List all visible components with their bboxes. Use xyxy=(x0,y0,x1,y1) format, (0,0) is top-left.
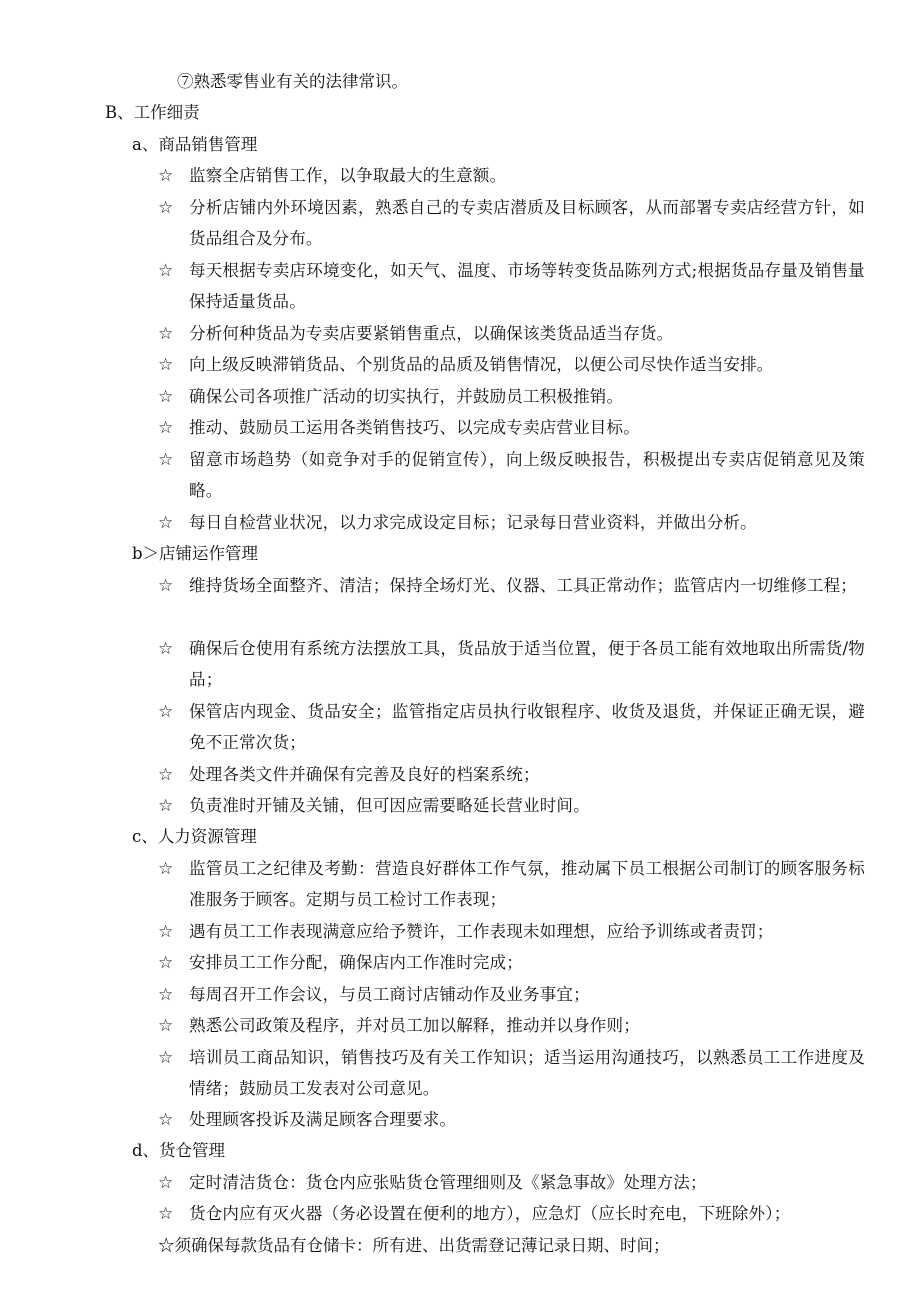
star-bullet-icon: ☆ xyxy=(158,1204,174,1224)
list-item: 确保后仓使用有系统方法摆放工具，货品放于适当位置，便于各员工能有效地取出所需货/物品； xyxy=(189,639,865,689)
list-item: 培训员工商品知识，销售技巧及有关工作知识；适当运用沟通技巧，以熟悉员工工作进度及情绪；鼓励员工发表对公司意见。 xyxy=(189,1048,865,1098)
list-item: 留意市场趋势（如竞争对手的促销宣传），向上级反映报告，积极提出专卖店促销意见及策略。 xyxy=(189,450,865,500)
star-bullet-icon: ☆ xyxy=(158,576,174,596)
star-bullet-icon: ☆ xyxy=(158,198,174,218)
star-bullet-icon: ☆ xyxy=(158,1110,174,1130)
list-item: 监管员工之纪律及考勤：营造良好群体工作气氛，推动属下员工根据公司制订的顾客服务标准服务于顾客。定期与员工检讨工作表现； xyxy=(189,859,865,909)
star-bullet-icon: ☆ xyxy=(158,513,174,533)
list-item: 分析何种货品为专卖店要紧销售重点，以确保该类货品适当存货。 xyxy=(189,324,674,343)
subsection-b-heading: b＞店铺运作管理 xyxy=(132,544,259,563)
list-item: 推动、鼓励员工运用各类销售技巧、以完成专卖店营业目标。 xyxy=(189,418,640,437)
list-item: 安排员工工作分配，确保店内工作准时完成； xyxy=(189,953,523,972)
star-bullet-icon: ☆ xyxy=(158,261,174,281)
list-item: 处理各类文件并确保有完善及良好的档案系统； xyxy=(189,765,540,784)
subsection-c-heading: c、人力资源管理 xyxy=(132,827,257,846)
list-item-last: ☆须确保每款货品有仓储卡：所有进、出货需登记薄记录日期、时间； xyxy=(158,1236,670,1255)
list-item: 遇有员工工作表现满意应给予赞许，工作表现未如理想，应给予训练或者责罚； xyxy=(189,922,774,941)
list-item: 保管店内现金、货品安全；监管指定店员执行收银程序、收货及退货，并保证正确无误，避免不正常次货； xyxy=(189,702,865,752)
star-bullet-icon: ☆ xyxy=(158,355,174,375)
subsection-a-heading: a、商品销售管理 xyxy=(132,135,258,154)
list-item: 货仓内应有灭火器（务必设置在便利的地方），应急灯（应长时充电，下班除外）； xyxy=(189,1204,791,1223)
star-bullet-icon: ☆ xyxy=(158,796,174,816)
star-bullet-icon: ☆ xyxy=(158,985,174,1005)
star-bullet-icon: ☆ xyxy=(158,1173,174,1193)
intro-line: ⑦熟悉零售业有关的法律常识。 xyxy=(177,72,408,91)
star-bullet-icon: ☆ xyxy=(158,1048,174,1068)
list-item: 熟悉公司政策及程序，并对员工加以解释，推动并以身作则； xyxy=(189,1016,640,1035)
star-bullet-icon: ☆ xyxy=(158,765,174,785)
star-bullet-icon: ☆ xyxy=(158,166,174,186)
list-item: 每周召开工作会议，与员工商讨店铺动作及业务事宜； xyxy=(189,985,590,1004)
subsection-d-heading: d、货仓管理 xyxy=(132,1141,226,1160)
list-item: 处理顾客投诉及满足顾客合理要求。 xyxy=(189,1110,457,1129)
list-item: 分析店铺内外环境因素，熟悉自己的专卖店潜质及目标顾客，从而部署专卖店经营方针，如货品组合及分布。 xyxy=(189,198,865,248)
star-bullet-icon: ☆ xyxy=(158,922,174,942)
star-bullet-icon: ☆ xyxy=(158,859,174,879)
list-item: 每天根据专卖店环境变化，如天气、温度、市场等转变货品陈列方式;根据货品存量及销售量保持适量货品。 xyxy=(189,261,865,311)
list-item: 向上级反映滞销货品、个别货品的品质及销售情况，以便公司尽快作适当安排。 xyxy=(189,355,774,374)
star-bullet-icon: ☆ xyxy=(158,953,174,973)
star-bullet-icon: ☆ xyxy=(158,702,174,722)
list-item: 维持货场全面整齐、清洁；保持全场灯光、仪器、工具正常动作；监管店内一切维修工程； xyxy=(189,576,857,595)
star-bullet-icon: ☆ xyxy=(158,450,174,470)
list-item: 监察全店销售工作，以争取最大的生意额。 xyxy=(189,166,507,185)
star-bullet-icon: ☆ xyxy=(158,1016,174,1036)
list-item: 确保公司各项推广活动的切实执行，并鼓励员工积极推销。 xyxy=(189,387,624,406)
section-b-heading: B、工作细责 xyxy=(105,103,200,122)
list-item: 负责准时开铺及关铺，但可因应需要略延长营业时间。 xyxy=(189,796,590,815)
list-item: 定时清洁货仓：货仓内应张贴货仓管理细则及《紧急事故》处理方法； xyxy=(189,1173,707,1192)
star-bullet-icon: ☆ xyxy=(158,387,174,407)
star-bullet-icon: ☆ xyxy=(158,418,174,438)
list-item: 每日自检营业状况，以力求完成设定目标；记录每日营业资料，并做出分析。 xyxy=(189,513,757,532)
star-bullet-icon: ☆ xyxy=(158,639,174,659)
star-bullet-icon: ☆ xyxy=(158,324,174,344)
